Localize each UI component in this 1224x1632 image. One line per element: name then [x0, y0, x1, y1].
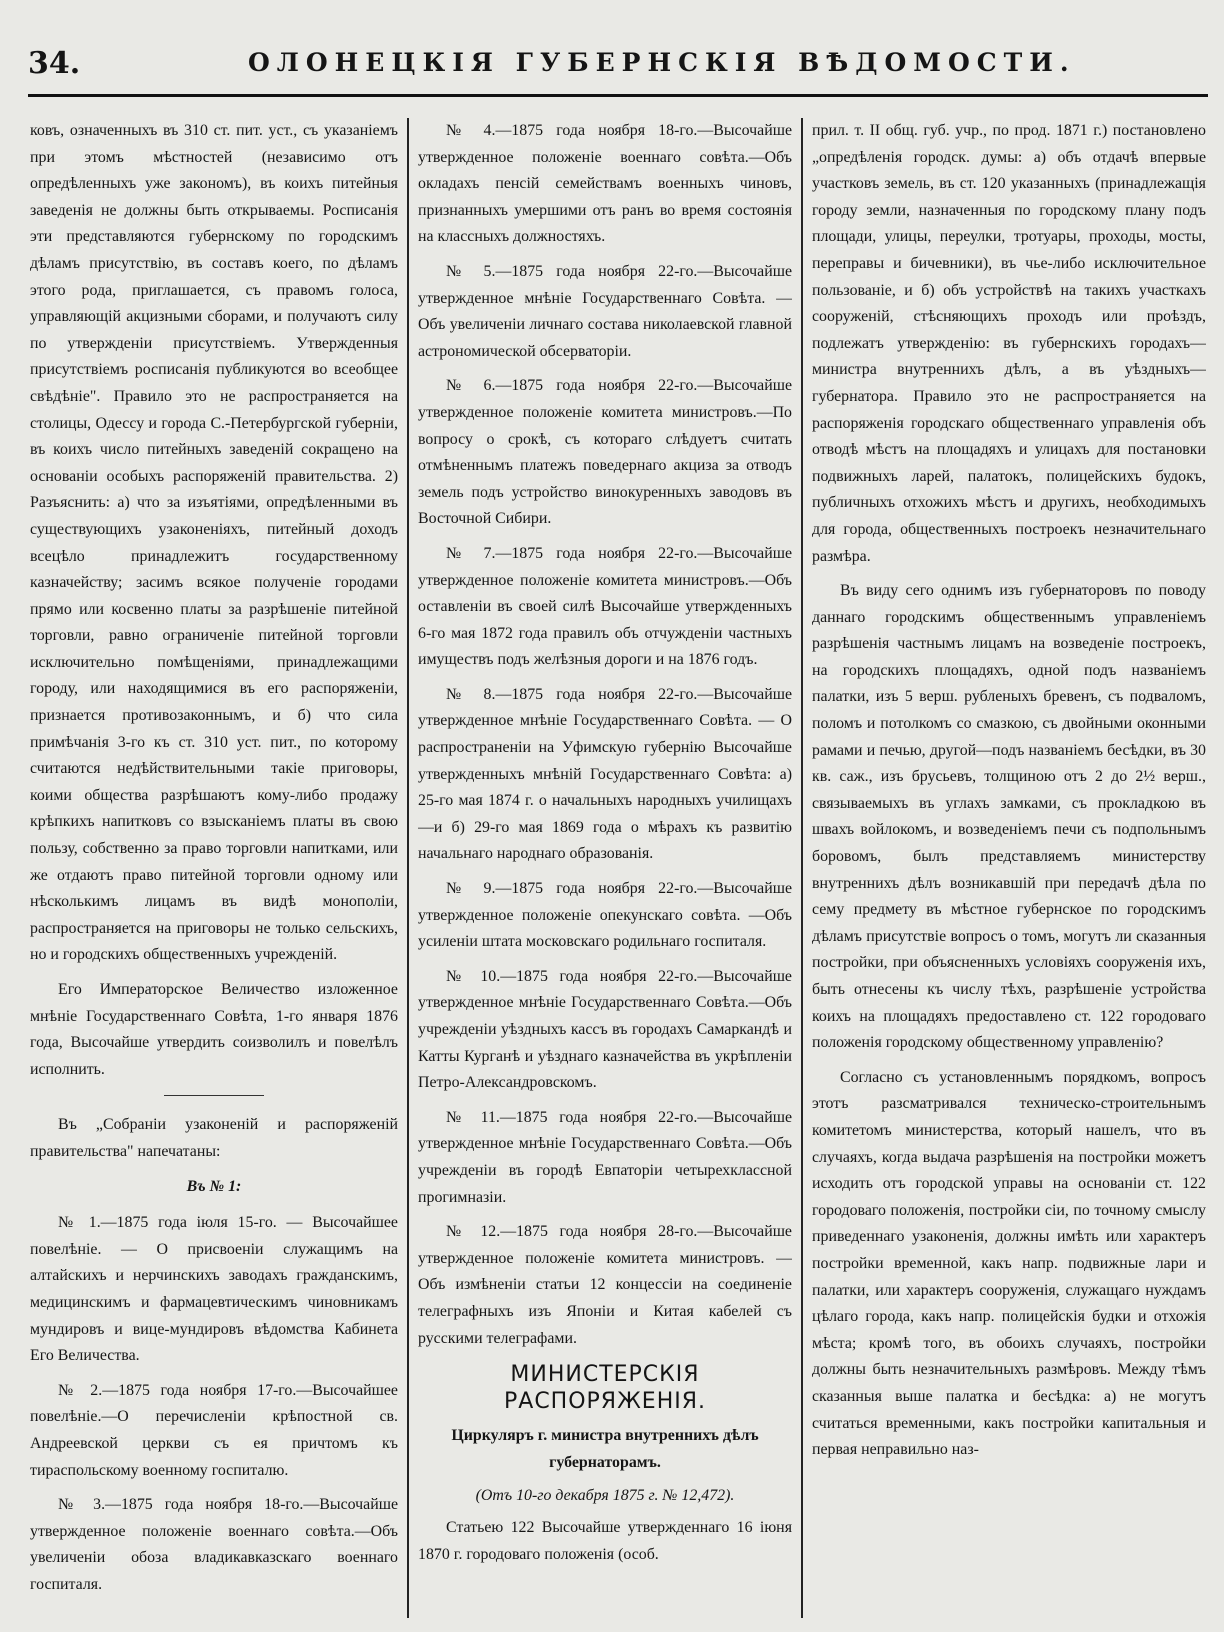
paragraph: № 9.—1875 года ноября 22-го.—Высочайше утвержденное положеніе опекунскаго совѣта. —Объ усиленіи штата московскаго родильнаго госпиталя.: [418, 880, 792, 951]
page-number: 34.: [28, 46, 81, 81]
paragraph: № 2.—1875 года ноября 17-го.—Высочайшее повелѣніе.—О перечисленіи крѣпостной св. Андреевской церкви съ ея причтомъ къ тираспольскому военному госпиталю.: [30, 1381, 398, 1479]
paragraph: № 6.—1875 года ноября 22-го.—Высочайше утвержденное положеніе комитета министровъ.—По вопросу о срокѣ, съ котораго слѣдуетъ считать отмѣненнымъ платежъ поведернаго акциза за отводъ земель подъ устройство винокуренныхъ заводовъ въ Восточной Сибири.: [418, 377, 792, 528]
column-divider: [801, 118, 803, 1618]
paragraph: Въ виду сего однимъ изъ губернаторовъ по поводу даннаго городскимъ общественнымъ управленіемъ разрѣшенія частнымъ лицамъ на возведеніе построекъ, на городскихъ площадяхъ, одной подъ названіемъ палатки, изъ 5 верш. рубленыхъ бревенъ, съ подваломъ, поломъ и потолкомъ со смазкою, съ двойными оконными рамами и печью, другой—подъ названіемъ бесѣдки, въ 30 кв. саж., изъ брусьевъ, толщиною отъ 2 до 2½ верш., связываемыхъ въ углахъ замками, съ прокладкою въ швахъ войлокомъ, и возведеніемъ печи съ подпольнымъ боровомъ, былъ представляемъ министерству внутреннихъ дѣлъ возникавшій при передачѣ дѣла по сему предмету въ мѣстное губернское по городскимъ дѣламъ присутствіе вопросъ о томъ, могутъ ли сказанныя постройки, при объясненныхъ условіяхъ сооруженія ихъ, быть отнесены къ числу тѣхъ, разрѣшеніе устройства коихъ на площадяхъ предоставлено ст. 122 городоваго положенія городскому общественному управленію?: [812, 582, 1206, 1052]
paragraph: прил. т. II общ. губ. учр., по прод. 1871 г.) постановлено „опредѣленія городск. думы: а) объ отдачѣ впервые участковъ земель, въ ст. 120 указанныхъ (принадлежащія городу земли, назначенныя по городскому плану подъ площади, улицы, переулки, тротуары, проходы, мосты, переправы и бичевники), въ чье-либо исключительное пользованіе, и б) объ устройствѣ на такихъ участкахъ сооруженій, стѣсняющихъ проходъ или проѣздъ, подлежатъ утвержденію: въ губернскихъ городахъ—министра внутреннихъ дѣлъ, а въ уѣздныхъ—губернатора. Правило это не распространяется на распоряженія городскаго общественнаго управленія объ отводѣ мѣстъ на площадяхъ и улицахъ для постановки подвижныхъ ларей, палатокъ, полицейскихъ будокъ, публичныхъ отхожихъ мѣстъ и другихъ, необходимыхъ для города, общественныхъ построекъ незначительнаго размѣра.: [812, 122, 1206, 565]
paragraph: № 11.—1875 года ноября 22-го.—Высочайше утвержденное мнѣніе Государственнаго Совѣта.—Объ учрежденіи въ городѣ Евпаторіи четырехклассной прогимназіи.: [418, 1108, 792, 1206]
paragraph: Согласно съ установленнымъ порядкомъ, вопросъ этотъ разсматривался техническо-строительнымъ комитетомъ министерства, который нашелъ, что въ случаяхъ, когда выдача разрѣшенія на постройки можетъ исходить отъ городской управы на основаніи ст. 122 городоваго положенія, постройки сіи, по точному смыслу приведеннаго узаконенія, должны имѣть или характеръ постройки временной, какъ напр. подвижные лари и палатки, или характеръ сооруженія, служащаго нуждамъ цѣлаго города, какъ напр. полицейскія будки и отхожія мѣста; кромѣ того, въ обоихъ случаяхъ, постройки должны быть незначительныхъ размѣровъ. Между тѣмъ сказанныя выше палатка и бесѣдка: а) не могутъ считаться временными, какъ постройки капитальныя и первая неправильно наз-: [812, 1068, 1206, 1459]
paragraph: № 8.—1875 года ноября 22-го.—Высочайше утвержденное мнѣніе Государственнаго Совѣта. — О распространеніи на Уфимскую губернію Высочайше утвержденныхъ мнѣній Государственнаго Совѣта: а) 25-го мая 1874 г. о начальныхъ народныхъ училищахъ—и б) 29-го мая 1869 года о мѣрахъ къ развитію начальнаго народнаго образованія.: [418, 685, 792, 863]
paragraph: № 10.—1875 года ноября 22-го.—Высочайше утвержденное мнѣніе Государственнаго Совѣта.—Объ учрежденіи уѣздныхъ кассъ въ городахъ Самаркандѣ и Катты Курганѣ и уѣзднаго казначейства въ укрѣпленіи Петро-Александровскомъ.: [418, 967, 792, 1092]
header-rule: [28, 94, 1208, 97]
separator: [164, 1095, 264, 1096]
paragraph: Въ „Собраніи узаконеній и распоряженій правительства" напечатаны:: [30, 1116, 398, 1160]
subheading: Въ № 1:: [186, 1177, 242, 1195]
paragraph: № 5.—1875 года ноября 22-го.—Высочайше утвержденное мнѣніе Государственнаго Совѣта. — Объ увеличеніи личнаго состава николаевской главной астрономической обсерваторіи.: [418, 262, 792, 360]
paragraph: Статьею 122 Высочайше утвержденнаго 16 іюня 1870 г. городоваго положенія (особ.: [418, 1519, 792, 1563]
section-title: МИНИСТЕРСКІЯ РАСПОРЯЖЕНІЯ.: [504, 1362, 706, 1414]
paragraph: № 7.—1875 года ноября 22-го.—Высочайше утвержденное положеніе комитета министровъ.—Объ оставленіи въ своей силѣ Высочайше утвержденныхъ 6-го мая 1872 года правилъ объ отчужденіи частныхъ имуществъ подъ желѣзныя дороги и на 1876 годъ.: [418, 544, 792, 669]
paragraph: Его Императорское Величество изложенное мнѣніе Государственнаго Совѣта, 1-го января 1876 года, Высочайше утвердить соизволилъ и повелѣлъ исполнить.: [30, 981, 398, 1078]
paragraph: № 12.—1875 года ноября 28-го.—Высочайше утвержденное положеніе комитета министровъ. — Объ измѣненіи статьи 12 концессіи на соединеніе телеграфныхъ изъ Японіи и Китая кабелей съ русскими телеграфами.: [418, 1223, 792, 1347]
paragraph: № 3.—1875 года ноября 18-го.—Высочайше утвержденное положеніе военнаго совѣта.—Объ увеличеніи обоза владикавказскаго военнаго госпиталя.: [30, 1496, 398, 1593]
column-right: [812, 118, 1206, 1618]
paragraph: ковъ, означенныхъ въ 310 ст. пит. уст., съ указаніемъ при этомъ мѣстностей (независимо отъ опредѣленныхъ уже закономъ), въ коихъ питейныя заведенія не должны быть открываемы. Росписанія эти представляются губернскому по городскимъ дѣламъ присутствію, въ составъ коего, по дѣламъ этого рода, приглашается, съ правомъ голоса, управляющій акцизными сборами, и получаютъ силу по утвержденіи присутствіемъ. Утвержденныя присутствіемъ росписанія публикуются во всеобщее свѣдѣніе". Правило это не распространяется на столицы, Одессу и города С.-Петербургской губерніи, въ коихъ число питейныхъ заведеній сокращено на основаніи особыхъ распоряженій правительства. 2) Разъяснить: а) что за изъятіями, опредѣленными въ существующихъ узаконеніяхъ, питейный доходъ всецѣло принадлежитъ государственному казначейству; засимъ всякое полученіе городами прямо или косвенно платы за разрѣшеніе питейной торговли, равно ограниченіе питейной торговли исключительно помѣщеніями, принадлежащими городу, или находящимися въ его распоряженіи, признается противозаконнымъ, и б) что сила примѣчанія 3-го къ ст. 310 уст. пит., по которому считаются недѣйствительными такіе приговоры, коими общества разрѣшаютъ кому-либо продажу крѣпкихъ напитковъ со взысканіемъ платы въ свою пользу, собственно за право торговли напитками, или же отдаютъ право питейной торговли одному или нѣсколькимъ лицамъ въ видѣ монополіи, распространяется на приговоры не только сельскихъ, но и городскихъ общественныхъ учрежденій.: [30, 122, 398, 964]
circular-date: (Отъ 10-го декабря 1875 г. № 12,472).: [475, 1486, 735, 1504]
paragraph: № 1.—1875 года іюля 15-го. — Высочайшее повелѣніе. — О присвоеніи служащимъ на алтайскихъ и нерчинскихъ заводахъ гражданскимъ, медицинскимъ и фармацевтическимъ чиновникамъ мундировъ и вице-мундировъ вѣдомства Кабинета Его Величества.: [30, 1214, 398, 1365]
column-divider: [407, 118, 409, 1618]
circular-title: Циркуляръ г. министра внутреннихъ дѣлъ губернаторамъ.: [451, 1427, 759, 1471]
column-middle: [418, 118, 792, 1618]
page-header: [28, 42, 1208, 88]
paragraph: № 4.—1875 года ноября 18-го.—Высочайше утвержденное положеніе военнаго совѣта.—Объ окладахъ пенсій семействамъ военныхъ чиновъ, признанныхъ умершими отъ ранъ во время состоянія на классныхъ должностяхъ.: [418, 122, 792, 246]
column-left: [30, 118, 398, 1618]
masthead-title: ОЛОНЕЦКІЯ ГУБЕРНСКІЯ ВѢДОМОСТИ.: [248, 48, 1076, 77]
